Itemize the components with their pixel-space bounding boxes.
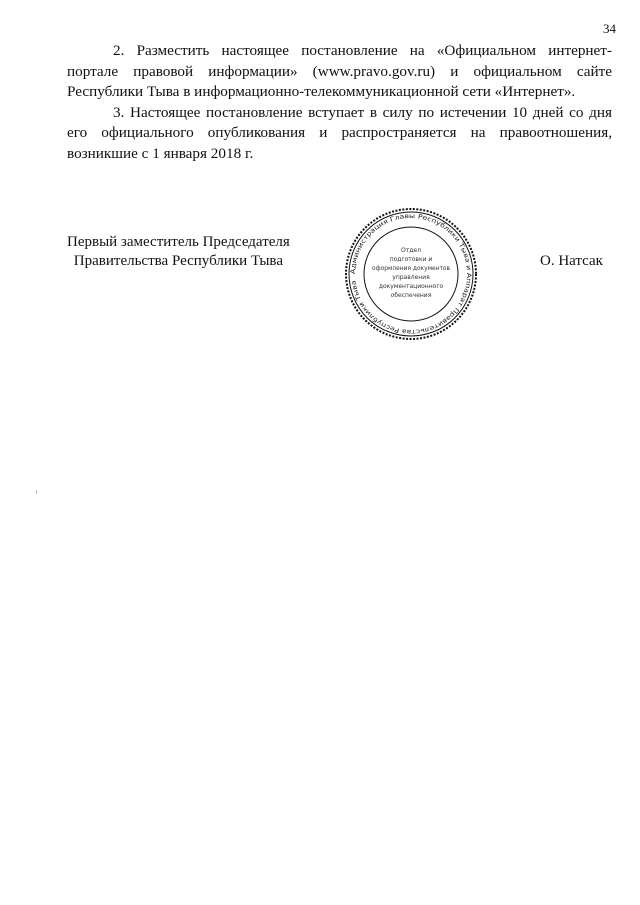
- stamp-inner-line: Отдел: [401, 247, 421, 254]
- signatory-position: [67, 233, 290, 271]
- document-body: [67, 41, 612, 164]
- stamp-inner-line: управления: [392, 274, 430, 281]
- stamp-inner-line: документационного: [378, 283, 444, 290]
- stamp-inner-line: обеспечения: [390, 292, 432, 299]
- paragraph-2: 2. Разместить настоящее постановление на «Официальном интернет-портале правовой информации» (www.pravo.gov.ru) и официальном сайте Республики Тыва в информационно-телекоммуникационной сети «Интернет».: [67, 42, 612, 100]
- signatory-name: О. Натсак: [540, 253, 603, 269]
- position-line-2: Правительства Республики Тыва: [73, 253, 283, 269]
- page-number: 34: [603, 21, 616, 36]
- scan-artifact: [36, 490, 37, 494]
- position-line-1: Первый заместитель Председателя: [67, 234, 290, 250]
- official-stamp: [343, 208, 479, 340]
- paragraph-3: 3. Настоящее постановление вступает в силу по истечении 10 дней со дня его официального опубликования и распространяется на правоотношения, возникшие с 1 января 2018 г.: [67, 103, 612, 162]
- stamp-outer-text: Администрация Главы Республики Тыва и Аппарат Правительства Республики Тыва: [349, 212, 473, 336]
- stamp-inner-line: оформления документов: [372, 265, 451, 272]
- stamp-inner-line: подготовки и: [389, 256, 433, 263]
